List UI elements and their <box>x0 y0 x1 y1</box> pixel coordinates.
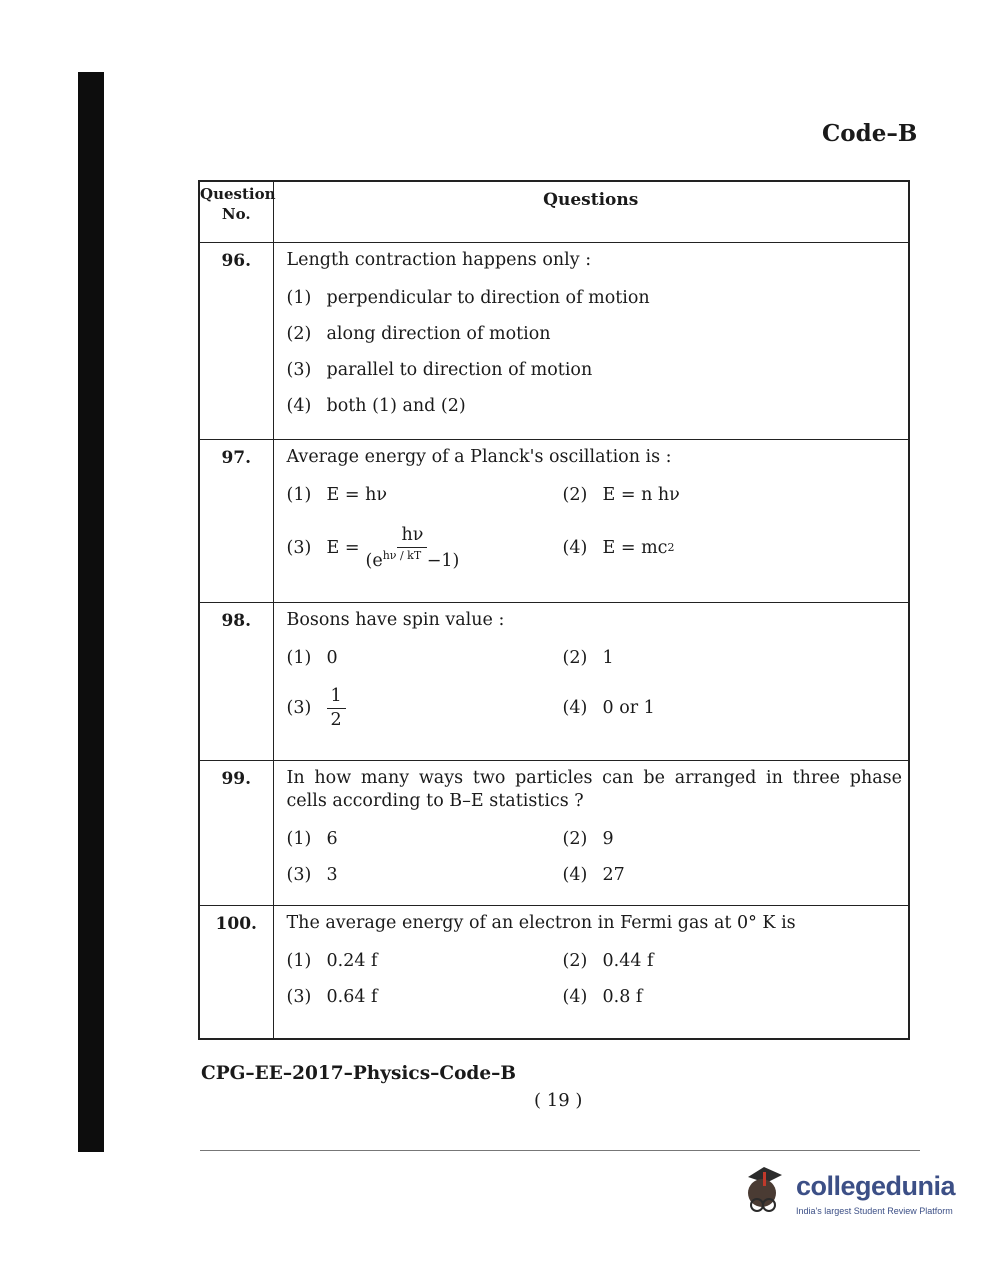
question-row-97 <box>199 440 909 603</box>
fraction-numerator: hν <box>397 525 427 548</box>
question-row-96 <box>199 243 909 440</box>
option-number: (1) <box>286 951 312 971</box>
options-grid <box>287 485 903 505</box>
fraction-half <box>327 686 346 730</box>
mascot-icon <box>736 1163 792 1219</box>
questions-header: Questions <box>273 181 909 243</box>
option-number: (4) <box>562 537 588 558</box>
option-1 <box>287 829 563 849</box>
option-number: (4) <box>562 698 588 718</box>
option-4 <box>287 396 903 416</box>
question-row-100 <box>199 906 909 1039</box>
question-body <box>273 761 909 906</box>
options-grid <box>287 648 903 668</box>
option-superscript: 2 <box>667 541 675 555</box>
fraction-numerator: 1 <box>327 686 346 709</box>
option-number: (1) <box>286 648 312 668</box>
brand-tagline: India's largest Student Review Platform <box>796 1206 953 1216</box>
option-2 <box>563 648 903 668</box>
collegedunia-watermark <box>736 1163 962 1223</box>
option-4 <box>563 686 903 730</box>
option-number: (1) <box>286 288 312 308</box>
options-grid <box>287 686 903 730</box>
option-number: (4) <box>286 396 312 416</box>
option-text: 0 or 1 <box>602 698 655 718</box>
options-grid <box>287 829 903 849</box>
question-number: 98. <box>199 603 273 761</box>
option-number: (4) <box>562 865 588 885</box>
option-text: 0.8 f <box>602 987 643 1007</box>
question-stem: Length contraction happens only : <box>286 250 592 270</box>
fraction-denominator <box>366 548 460 571</box>
question-body <box>273 906 909 1039</box>
brand-name: collegedunia <box>796 1171 956 1201</box>
option-3 <box>287 360 903 380</box>
options-grid <box>287 865 903 885</box>
option-text: 9 <box>602 829 614 849</box>
table-header-row <box>199 181 909 243</box>
fraction-denominator: 2 <box>330 710 342 730</box>
formula-fraction <box>366 525 460 571</box>
option-3 <box>287 525 563 571</box>
option-number: (2) <box>286 324 312 344</box>
question-row-98 <box>199 603 909 761</box>
question-stem: In how many ways two particles can be arranged in three phase cells according to B–E statistics ? <box>286 768 902 811</box>
option-1 <box>287 485 563 505</box>
question-row-99 <box>199 761 909 906</box>
option-text: both (1) and (2) <box>326 396 466 416</box>
option-text: 6 <box>326 829 338 849</box>
question-number: 100. <box>199 906 273 1039</box>
footer-divider <box>200 1150 920 1151</box>
option-text: 1 <box>602 648 614 668</box>
scan-edge <box>78 72 104 1152</box>
option-number: (4) <box>562 987 588 1007</box>
option-number: (3) <box>286 360 312 380</box>
option-number: (2) <box>562 951 588 971</box>
option-number: (2) <box>562 648 588 668</box>
question-stem: Average energy of a Planck's oscillation is : <box>286 447 672 467</box>
option-number: (3) <box>286 537 312 558</box>
option-text: 27 <box>602 865 625 885</box>
option-text: 0.24 f <box>326 951 378 971</box>
question-number: 97. <box>199 440 273 603</box>
question-stem: The average energy of an electron in Fermi gas at 0° K is <box>286 913 796 933</box>
option-1 <box>287 288 903 308</box>
option-number: (1) <box>286 829 312 849</box>
formula-prefix: E = <box>326 537 360 558</box>
question-no-header-line2: No. <box>221 205 251 223</box>
option-text: 0.44 f <box>602 951 654 971</box>
option-3 <box>287 865 563 885</box>
option-2 <box>287 324 903 344</box>
den-exponent: hν / kT <box>382 549 422 562</box>
option-text: perpendicular to direction of motion <box>326 288 650 308</box>
question-body <box>273 603 909 761</box>
option-number: (2) <box>562 829 588 849</box>
question-number: 96. <box>199 243 273 440</box>
option-number: (3) <box>286 987 312 1007</box>
option-text: parallel to direction of motion <box>326 360 593 380</box>
option-number: (1) <box>286 485 312 505</box>
option-3 <box>287 686 563 730</box>
question-number: 99. <box>199 761 273 906</box>
option-2 <box>563 485 903 505</box>
den-open: (e <box>365 550 383 571</box>
option-text: 0 <box>326 648 338 668</box>
option-3 <box>287 987 563 1007</box>
question-table <box>198 180 910 1040</box>
footer-paper-code: CPG–EE–2017–Physics–Code–B <box>201 1063 517 1084</box>
question-body <box>273 440 909 603</box>
question-no-header-line1: Question <box>200 185 276 203</box>
question-body <box>273 243 909 440</box>
option-number: (3) <box>286 698 312 718</box>
question-stem: Bosons have spin value : <box>286 610 505 630</box>
paper-code-label: Code–B <box>822 120 918 147</box>
options-grid <box>287 951 903 971</box>
option-1 <box>287 648 563 668</box>
option-text: 3 <box>326 865 338 885</box>
option-4 <box>563 525 903 571</box>
den-close: −1) <box>421 550 460 571</box>
option-text: along direction of motion <box>326 324 551 344</box>
page-number: ( 19 ) <box>534 1090 583 1111</box>
option-1 <box>287 951 563 971</box>
option-text: E = hν <box>326 485 387 505</box>
question-no-header <box>199 181 276 243</box>
option-number: (3) <box>286 865 312 885</box>
option-2 <box>563 951 903 971</box>
option-4 <box>563 865 903 885</box>
options-grid <box>287 525 903 571</box>
options-grid <box>287 987 903 1007</box>
option-number: (2) <box>562 485 588 505</box>
option-2 <box>563 829 903 849</box>
option-text: E = mc <box>602 537 668 558</box>
option-4 <box>563 987 903 1007</box>
option-text: E = n hν <box>602 485 680 505</box>
option-text: 0.64 f <box>326 987 378 1007</box>
